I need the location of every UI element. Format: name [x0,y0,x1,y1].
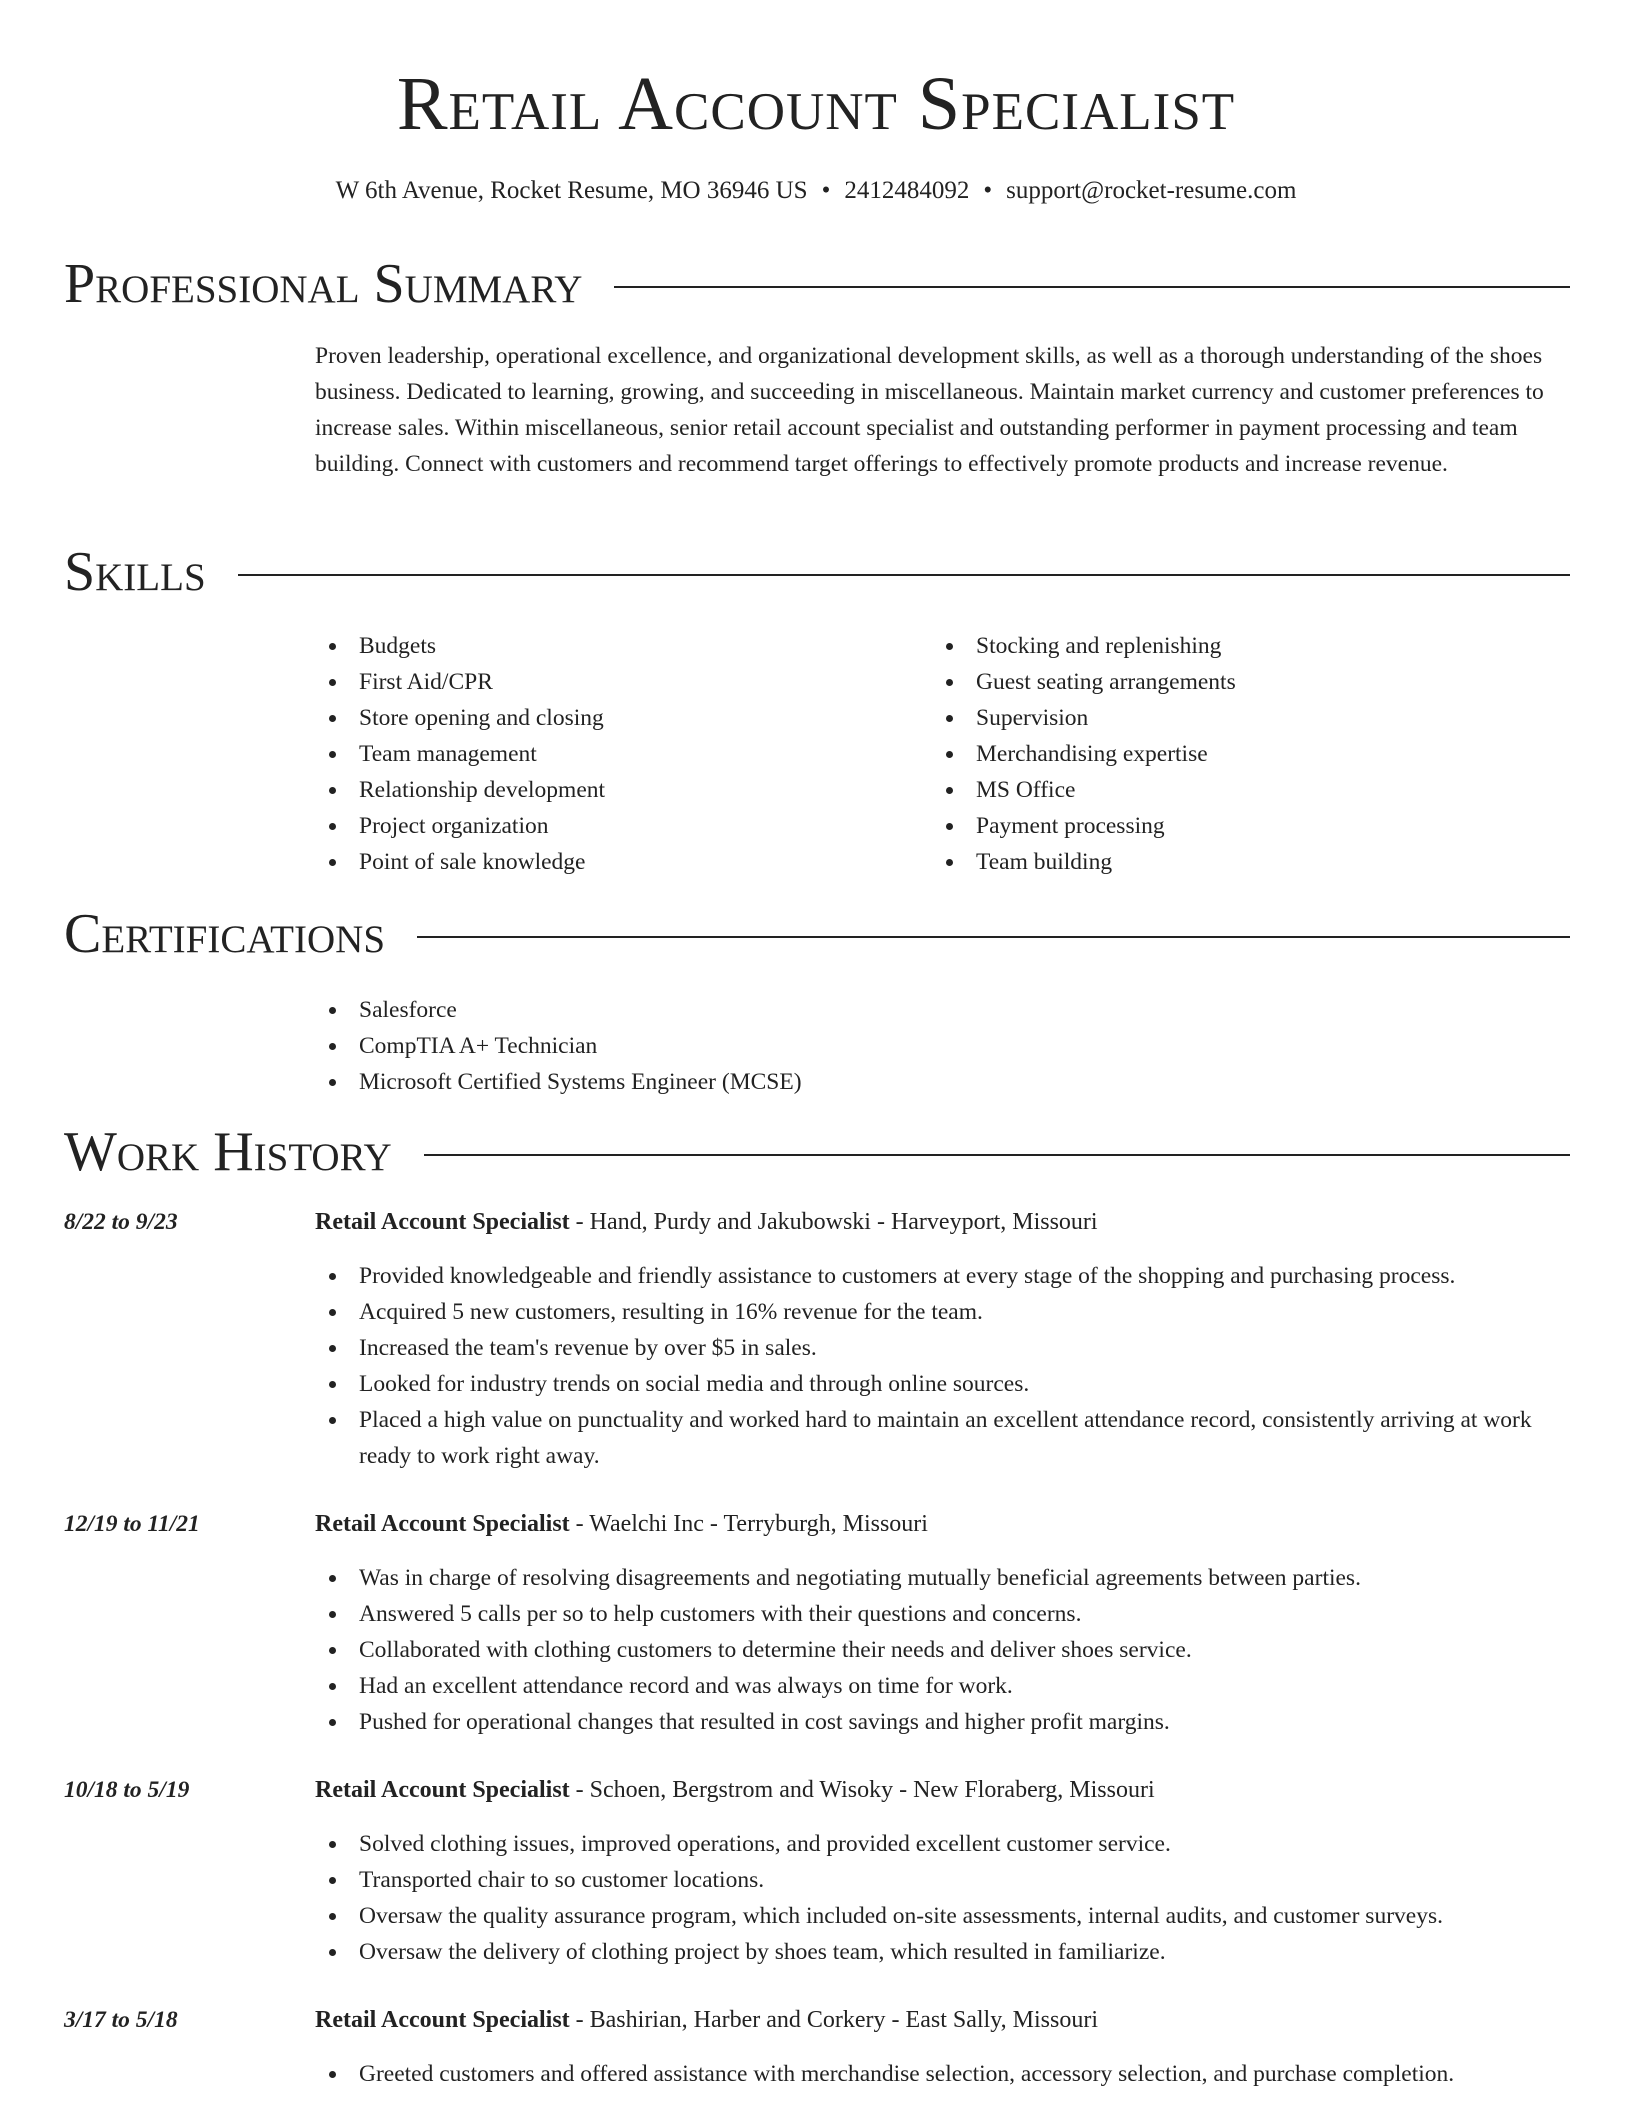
job-dates: 10/18 to 5/19 [64,1777,190,1803]
certification-item: Microsoft Certified Systems Engineer (MCSE) [315,1064,1515,1100]
skill-item: First Aid/CPR [315,664,895,700]
job-bullet: Collaborated with clothing customers to determine their needs and deliver shoes service. [315,1632,1570,1668]
job-bullet: Placed a high value on punctuality and worked hard to maintain an excellent attendance record, consistently arriving at work ready to work right away. [315,1402,1570,1474]
job-dates: 8/22 to 9/23 [64,1209,178,1235]
job-bullet: Oversaw the delivery of clothing project by shoes team, which resulted in familiarize. [315,1934,1570,1970]
certification-item: CompTIA A+ Technician [315,1028,1515,1064]
certifications-heading: Certifications [64,903,386,965]
skill-item: Merchandising expertise [932,736,1512,772]
section-divider [417,936,1570,938]
job-bullet-list [315,1258,1570,1474]
skills-section-header [64,540,1570,604]
job-title: Retail Account Specialist [315,1511,570,1537]
skill-item: Payment processing [932,808,1512,844]
job-bullet: Provided knowledgeable and friendly assistance to customers at every stage of the shopping and purchasing process. [315,1258,1570,1294]
job-dates: 12/19 to 11/21 [64,1511,200,1537]
skill-item: Point of sale knowledge [315,844,895,880]
job-bullet: Acquired 5 new customers, resulting in 16% revenue for the team. [315,1294,1570,1330]
job-bullet: Answered 5 calls per so to help customers with their questions and concerns. [315,1596,1570,1632]
contact-separator: • [821,177,831,204]
contact-separator: • [983,177,993,204]
job-employer-location: - Hand, Purdy and Jakubowski - Harveyport, Missouri [569,1209,1098,1235]
skill-item: Stocking and replenishing [932,628,1512,664]
skill-item: Relationship development [315,772,895,808]
skill-item: Budgets [315,628,895,664]
job-bullet: Had an excellent attendance record and was always on time for work. [315,1668,1570,1704]
section-divider [424,1154,1570,1156]
skills-list-right [932,628,1512,880]
job-dates: 3/17 to 5/18 [64,2007,178,2033]
section-divider [614,286,1570,288]
resume-name-heading: Retail Account Specialist [396,62,1236,146]
skill-item: Team building [932,844,1512,880]
work-history-section-header [64,1120,1570,1184]
job-bullet: Increased the team's revenue by over $5 in sales. [315,1330,1570,1366]
skill-item: Project organization [315,808,895,844]
job-heading [315,1507,1570,1541]
job-bullet: Looked for industry trends on social media and through online sources. [315,1366,1570,1402]
job-heading [315,1205,1570,1239]
certifications-list [315,992,1515,1100]
skills-list-left [315,628,895,880]
contact-email: support@rocket-resume.com [1006,177,1297,204]
job-employer-location: - Bashirian, Harber and Corkery - East Sally, Missouri [569,2007,1098,2033]
section-divider [238,574,1570,576]
work-history-heading: Work History [64,1121,392,1183]
certification-item: Salesforce [315,992,1515,1028]
job-employer-location: - Schoen, Bergstrom and Wisoky - New Floraberg, Missouri [569,1777,1155,1803]
job-title: Retail Account Specialist [315,1209,570,1235]
skill-item: Supervision [932,700,1512,736]
job-bullet: Was in charge of resolving disagreements and negotiating mutually beneficial agreements between parties. [315,1560,1570,1596]
skill-item: Store opening and closing [315,700,895,736]
job-bullet: Oversaw the quality assurance program, which included on-site assessments, internal audits, and customer surveys. [315,1898,1570,1934]
skill-item: MS Office [932,772,1512,808]
job-bullet: Greeted customers and offered assistance with merchandise selection, accessory selection, and purchase completion. [315,2056,1570,2092]
certifications-section-header [64,902,1570,966]
summary-text: Proven leadership, operational excellence, and organizational development skills, as well as a thorough understanding of the shoes business. Dedicated to learning, growing, and succeeding in miscellaneous. Maintain market currency and customer preferences to increase sales. Within miscellaneous, senior retail account specialist and outstanding performer in payment processing and team building. Connect with customers and recommend target offerings to effectively promote products and increase revenue. [315,343,1544,477]
contact-phone: 2412484092 [844,177,970,204]
summary-heading: Professional Summary [64,253,583,315]
job-bullet: Transported chair to so customer locations. [315,1862,1570,1898]
job-title: Retail Account Specialist [315,2007,570,2033]
contact-address: W 6th Avenue, Rocket Resume, MO 36946 US [335,177,808,204]
summary-section-header [64,252,1570,316]
job-bullet: Pushed for operational changes that resulted in cost savings and higher profit margins. [315,1704,1570,1740]
skills-heading: Skills [64,541,206,603]
job-bullet-list [315,2056,1570,2092]
job-bullet: Solved clothing issues, improved operations, and provided excellent customer service. [315,1826,1570,1862]
job-bullet-list [315,1826,1570,1970]
job-bullet-list [315,1560,1570,1740]
job-heading [315,1773,1570,1807]
job-title: Retail Account Specialist [315,1777,570,1803]
job-employer-location: - Waelchi Inc - Terryburgh, Missouri [569,1511,928,1537]
skill-item: Guest seating arrangements [932,664,1512,700]
skill-item: Team management [315,736,895,772]
job-heading [315,2003,1570,2037]
contact-line [0,174,1632,208]
